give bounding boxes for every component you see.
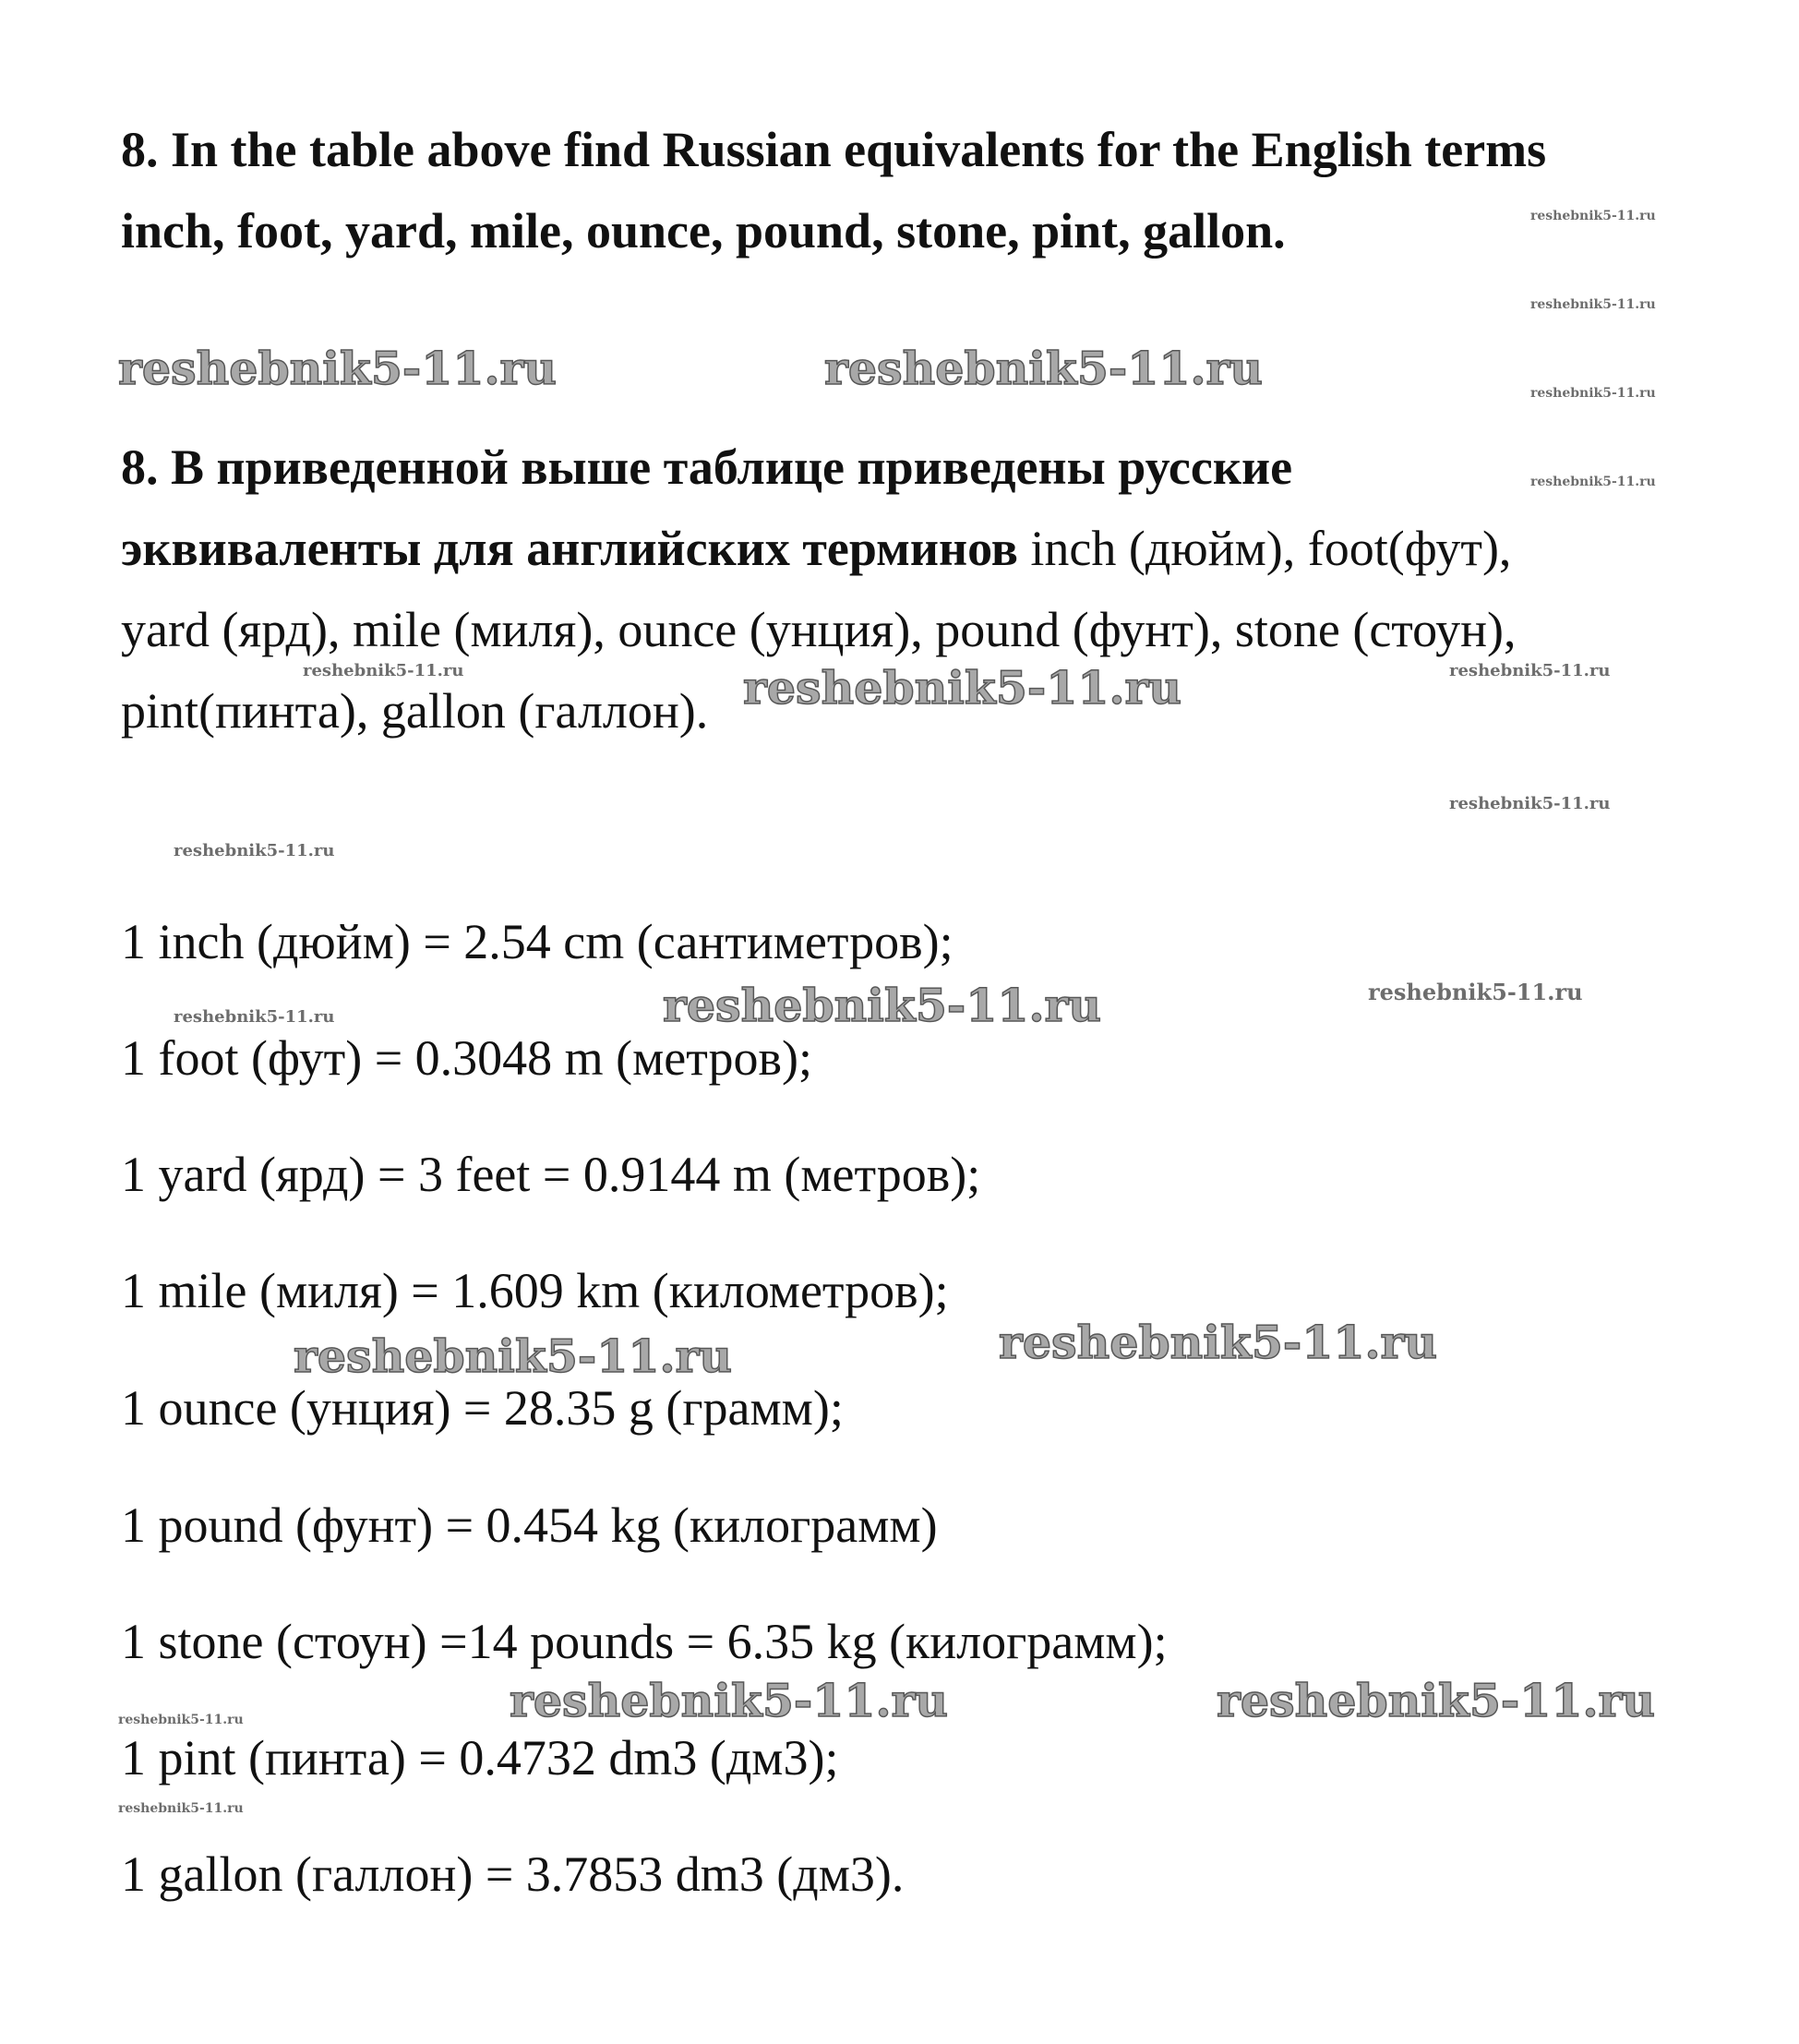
conversion-line-pound: 1 pound (фунт) = 0.454 kg (килограмм) — [121, 1497, 938, 1553]
task-heading-russian-line-1: 8. В приведенной выше таблице приведены русские — [121, 439, 1293, 495]
task-heading-english — [121, 109, 1546, 271]
watermark-large: reshebnik5-11.ru — [999, 1316, 1437, 1369]
task-heading-russian-bold-part: эквиваленты для английских терминов — [121, 521, 1018, 576]
conversion-line-stone: 1 stone (стоун) =14 pounds = 6.35 kg (килограмм); — [121, 1614, 1168, 1669]
task-heading-russian-line-2 — [121, 508, 1517, 589]
task-heading-russian-regular-part: inch (дюйм), foot(фут), — [1017, 521, 1512, 576]
watermark-small: reshebnik5-11.ru — [1530, 475, 1656, 489]
watermark-small: reshebnik5-11.ru — [174, 841, 335, 860]
conversion-line-gallon: 1 gallon (галлон) = 3.7853 dm3 (дм3). — [121, 1846, 905, 1902]
conversion-line-ounce: 1 ounce (унция) = 28.35 g (грамм); — [121, 1380, 844, 1436]
watermark-small: reshebnik5-11.ru — [1530, 297, 1656, 312]
watermark-large: reshebnik5-11.ru — [1217, 1674, 1655, 1727]
conversion-line-pint: 1 pint (пинта) = 0.4732 dm3 (дм3); — [121, 1730, 839, 1785]
watermark-small: reshebnik5-11.ru — [1449, 661, 1611, 680]
watermark-small: reshebnik5-11.ru — [1530, 386, 1656, 401]
watermark-large: reshebnik5-11.ru — [743, 661, 1181, 715]
watermark-large: reshebnik5-11.ru — [118, 342, 557, 395]
watermark-small: reshebnik5-11.ru — [1368, 979, 1583, 1005]
watermark-large: reshebnik5-11.ru — [510, 1674, 948, 1727]
watermark-small: reshebnik5-11.ru — [118, 1713, 244, 1727]
watermark-small: reshebnik5-11.ru — [1530, 209, 1656, 223]
task-heading-english-line-1: 8. In the table above find Russian equivalents for the English terms — [121, 122, 1547, 177]
conversion-line-yard: 1 yard (ярд) = 3 feet = 0.9144 m (метров); — [121, 1147, 981, 1202]
conversion-line-mile: 1 mile (миля) = 1.609 km (километров); — [121, 1263, 949, 1318]
task-heading-russian-line-3: yard (ярд), mile (миля), ounce (унция), pound (фунт), stone (стоун), — [121, 602, 1517, 657]
watermark-large: reshebnik5-11.ru — [294, 1329, 732, 1383]
watermark-small: reshebnik5-11.ru — [1449, 794, 1611, 813]
task-heading-english-line-2: inch, foot, yard, mile, ounce, pound, stone, pint, gallon. — [121, 203, 1286, 259]
conversion-line-foot: 1 foot (фут) = 0.3048 m (метров); — [121, 1030, 813, 1086]
task-heading-russian-line-4: pint(пинта), gallon (галлон). — [121, 683, 709, 739]
watermark-small: reshebnik5-11.ru — [303, 661, 464, 680]
watermark-small: reshebnik5-11.ru — [118, 1801, 244, 1816]
conversion-line-inch: 1 inch (дюйм) = 2.54 cm (сантиметров); — [121, 914, 953, 969]
watermark-large: reshebnik5-11.ru — [824, 342, 1263, 395]
watermark-small: reshebnik5-11.ru — [174, 1007, 335, 1027]
watermark-large: reshebnik5-11.ru — [663, 979, 1101, 1032]
